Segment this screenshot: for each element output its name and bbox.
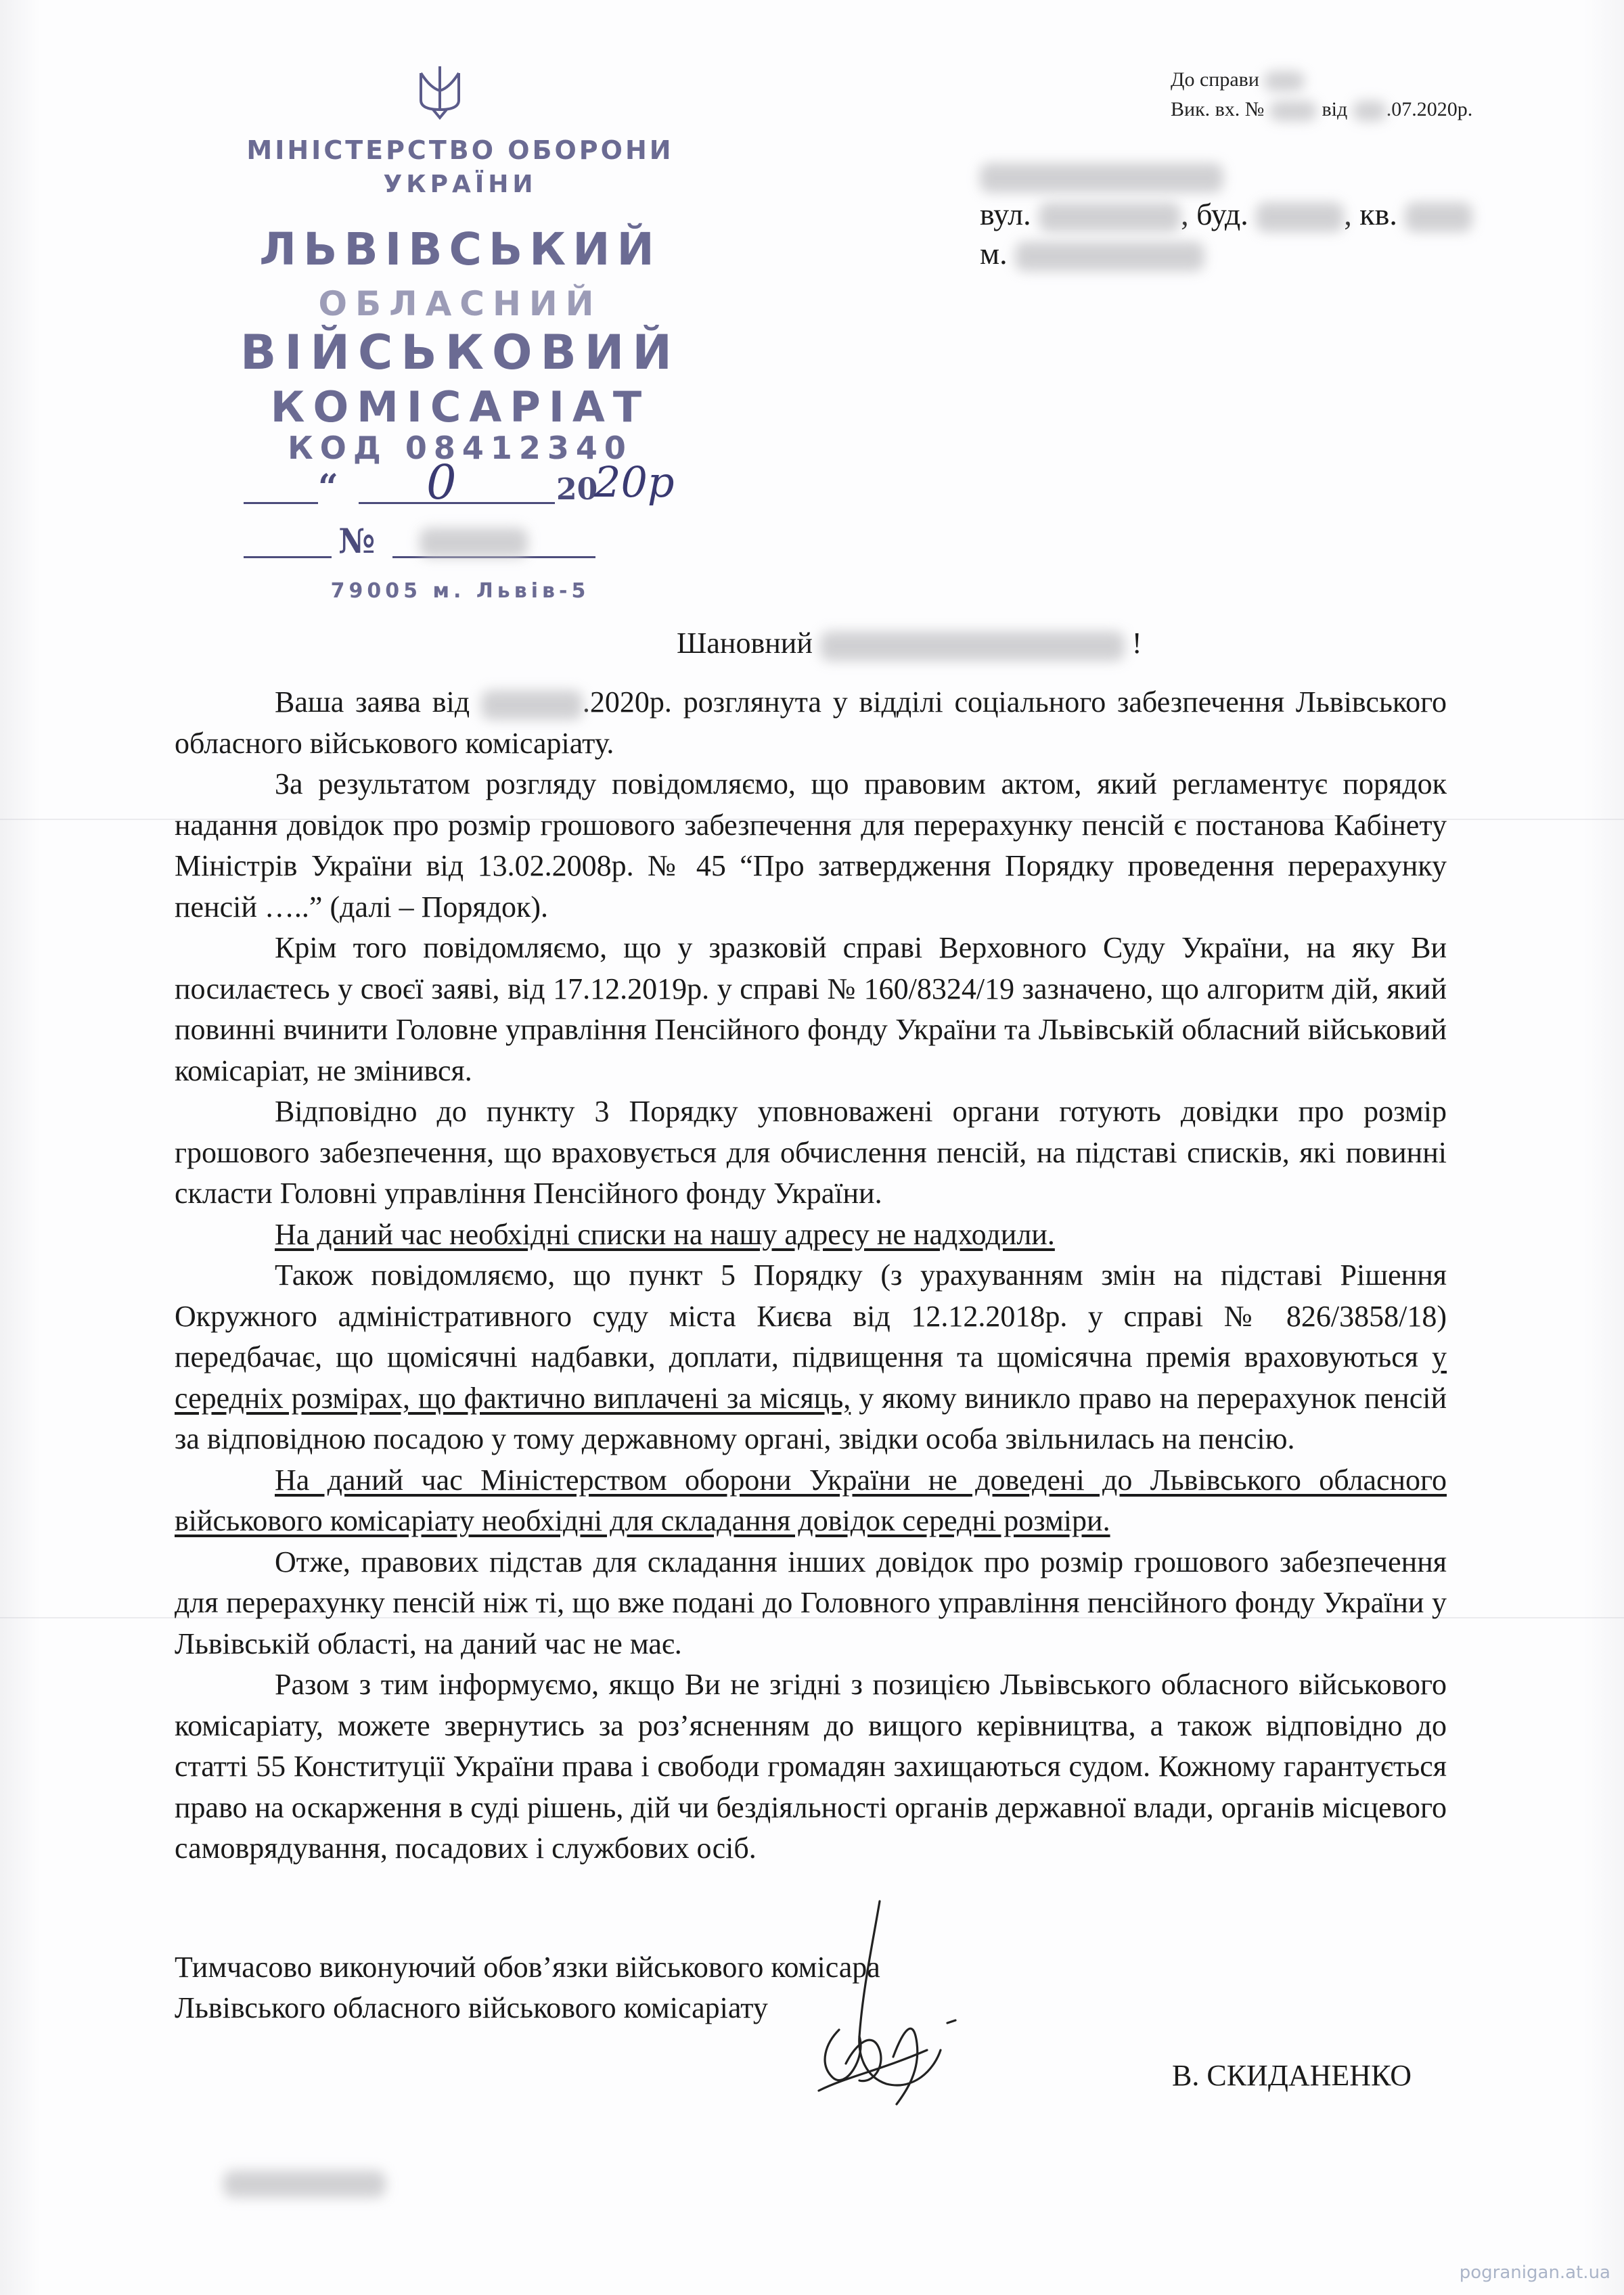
stamp-date-month-handwritten: 0 — [426, 455, 457, 510]
letter-body — [175, 682, 1447, 1869]
redacted-application-date — [481, 690, 583, 720]
reference-line-1 — [1171, 65, 1472, 95]
redacted-footer-note — [223, 2171, 386, 2198]
recipient-name-line — [980, 156, 1472, 195]
paragraph-7 — [175, 1460, 1447, 1542]
trident-emblem-icon — [413, 61, 467, 122]
recipient-city-line — [980, 234, 1472, 273]
stamp-date-quote: “ — [318, 467, 338, 508]
paragraph-7-underlined: На даний час Міністерством оборони України не доведені до Львівського обласного військового комісаріату необхідні для складання довідок середні розміри. — [175, 1463, 1447, 1537]
paragraph-3: Крім того повідомляємо, що у зразковій справі Верховного Суду України, на яку Ви посилаєтесь у своєї заяві, від 17.12.2019р. у справі № 160/8324/19 зазначено, що алгоритм дій, який повинні вчинити Головне управління Пенсійного фонду України та Львівській обласний військовий комісаріат, не змінився. — [175, 931, 1447, 1087]
stamp-date-year-printed: 20 — [556, 472, 598, 507]
paragraph-6-start: Також повідомляємо, що пункт 5 Порядку (з урахуванням змін на підставі Рішення Окружного адміністративного суду міста Києва від 12.12.2018р. у справі № 826/3858/18) передбачає, що щомісячні надбавки, доплати, підвищення та щомісячна премія враховуються — [175, 1258, 1447, 1373]
stamp-commissariat-text: КОМІСАРІАТ — [270, 382, 650, 432]
recipient-address — [980, 156, 1472, 273]
redacted-addressee-name — [820, 631, 1125, 661]
paragraph-9: Разом з тим інформуємо, якщо Ви не згідні з позицією Львівського обласного військового комісаріату, можете звернутись за роз’ясненням до вищого керівництва, а також відповідно до статті 55 Конституції України права і свободи громадян захищаються судом. Кожному гарантується право на оскарження в суді рішень, дій чи бездіяльності органів державної влади, органів місцевого самоврядування, посадових і службових осіб. — [175, 1668, 1447, 1865]
stamp-code-text: КОД 08412340 — [288, 430, 633, 466]
paragraph-6-underlined: у середніх розмірах, що фактично виплачені за місяць, — [175, 1340, 1447, 1415]
redacted-recipient-name — [980, 163, 1223, 193]
building-label: , буд. — [1181, 197, 1248, 231]
stamp-rule — [359, 502, 555, 504]
paragraph-1-start: Ваша заява від — [275, 685, 470, 719]
signatory-title-line-1: Тимчасово виконуючий обов’язки військового комісара — [175, 1951, 880, 1984]
stamp-region-text: ЛЬВІВСЬКИЙ — [259, 223, 661, 275]
stamp-number-line — [223, 521, 697, 568]
redacted-day — [1353, 101, 1386, 121]
official-stamp — [223, 54, 697, 603]
stamp-date-line — [223, 455, 697, 528]
redacted-number — [420, 528, 528, 558]
redacted-apartment — [1405, 202, 1472, 232]
redacted-city — [1015, 242, 1204, 271]
stamp-number-sign: № — [338, 521, 376, 561]
signatory-title — [175, 1947, 880, 2028]
stamp-date-year-handwritten: 20р — [594, 457, 675, 507]
street-label: вул. — [980, 197, 1031, 231]
redacted-case-number — [1264, 71, 1305, 91]
salutation-text: Шановний — [677, 627, 813, 660]
signatory-title-line-2: Львівського обласного військового комісаріату — [175, 1991, 768, 2024]
paragraph-2: За результатом розгляду повідомляємо, що правовим актом, який регламентує порядок надання довідок про розмір грошового забезпечення для перерахунку пенсій є постанова Кабінету Міністрів України від 13.02.2008р. № 45 “Про затвердження Порядку проведення перерахунку пенсій …..” (далі – Порядок). — [175, 767, 1447, 924]
salutation — [677, 626, 1142, 661]
signatory-name: В. СКИДАНЕНКО — [1172, 2059, 1412, 2092]
stamp-rule — [244, 556, 332, 558]
incoming-reference-block — [1171, 65, 1472, 124]
redacted-street — [1039, 202, 1181, 232]
stamp-postal-text: 79005 м. Львів-5 — [330, 579, 590, 603]
stamp-rule — [244, 502, 318, 504]
redacted-outgoing-number — [1269, 101, 1317, 121]
stamp-oblast-text: ОБЛАСНИЙ — [318, 284, 602, 323]
paragraph-6 — [175, 1255, 1447, 1460]
reference-date-label: від — [1322, 98, 1348, 120]
stamp-country-text: УКРАЇНИ — [383, 171, 537, 198]
reference-case-label: До справи — [1171, 68, 1259, 91]
paragraph-6-end: у якому виникло право на перерахунок пенсій за відповідною посадою у тому державному органі, звідки особа звільнилась на пенсію. — [175, 1381, 1447, 1455]
paragraph-8: Отже, правових підстав для складання інших довідок про розмір грошового забезпечення для перерахунку пенсій ніж ті, що вже подані до Головного управління пенсійного фонду України у Львівській області, на даний час не має. — [175, 1545, 1447, 1660]
paragraph-1-end: .2020р. розглянута у відділі соціального забезпечення Львівського обласного військового комісаріату. — [175, 685, 1447, 760]
city-label: м. — [980, 236, 1008, 271]
paragraph-5 — [175, 1214, 1447, 1256]
handwritten-signature — [778, 1888, 981, 2131]
recipient-street-line — [980, 195, 1472, 234]
stamp-military-text: ВІЙСЬКОВИЙ — [240, 325, 680, 380]
reference-date-value: .07.2020р. — [1386, 98, 1473, 120]
paragraph-4: Відповідно до пункту 3 Порядку уповноважені органи готують довідки про розмір грошового забезпечення, що враховується для обчислення пенсій, на підставі списків, які повинні скласти Головні управління Пенсійного фонду України. — [175, 1095, 1447, 1210]
stamp-ministry-text: МІНІСТЕРСТВО ОБОРОНИ — [246, 135, 674, 165]
redacted-building — [1256, 202, 1344, 232]
reference-outgoing-label: Вик. вх. № — [1171, 98, 1265, 120]
paragraph-1 — [175, 682, 1447, 764]
paragraph-5-underlined: На даний час необхідні списки на нашу адресу не надходили. — [275, 1217, 1055, 1251]
reference-line-2 — [1171, 95, 1472, 124]
salutation-exclamation: ! — [1131, 627, 1142, 660]
source-watermark: pogranigan.at.ua — [1459, 2263, 1610, 2283]
apartment-label: , кв. — [1344, 197, 1397, 231]
